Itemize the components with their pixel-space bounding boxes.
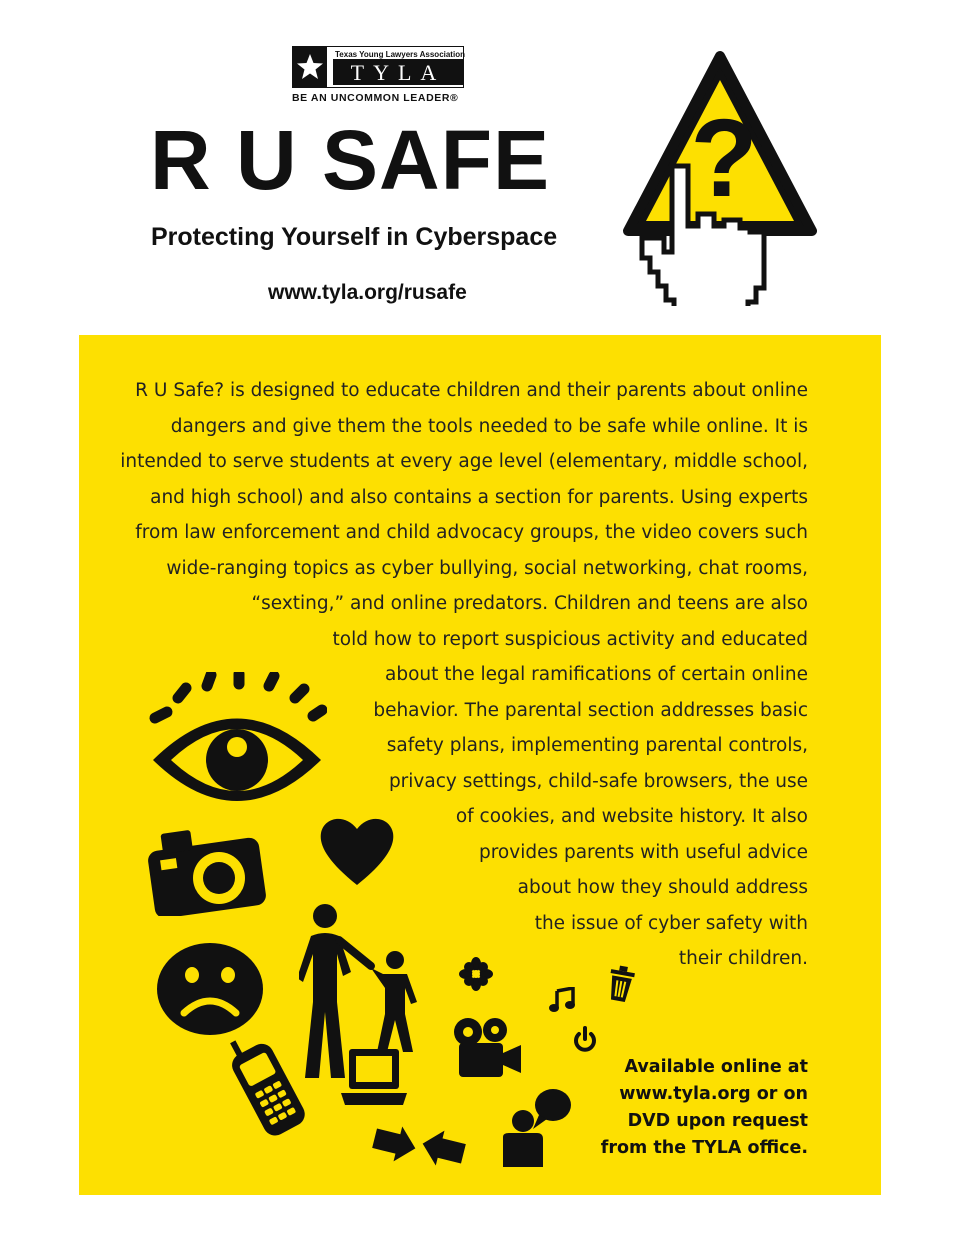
content-panel xyxy=(79,335,881,1195)
music-note-icon xyxy=(549,987,577,1013)
availability-line: DVD upon request xyxy=(627,1111,808,1131)
flower-icon xyxy=(459,957,493,991)
eye-icon xyxy=(145,672,327,804)
power-icon xyxy=(572,1026,598,1054)
cell-phone-icon xyxy=(227,1029,307,1145)
arrows-icon xyxy=(372,1121,466,1171)
sad-face-icon xyxy=(154,939,266,1039)
logo-association: Texas Young Lawyers Association xyxy=(335,50,465,59)
body-line: from law enforcement and child advocacy groups, the video covers such xyxy=(135,522,808,543)
body-line: behavior. The parental section addresses basic xyxy=(373,700,808,721)
availability-line: from the TYLA office. xyxy=(600,1138,808,1158)
body-line: told how to report suspicious activity and educated xyxy=(332,629,808,650)
page-title: R U SAFE xyxy=(150,113,551,207)
warning-triangle-icon xyxy=(620,46,820,306)
body-line: dangers and give them the tools needed to be safe while online. It is xyxy=(170,416,808,437)
body-line: about how they should address xyxy=(517,877,808,898)
availability-line: www.tyla.org or on xyxy=(619,1084,808,1104)
body-line: and high school) and also contains a section for parents. Using experts xyxy=(150,487,808,508)
body-line: “sexting,” and online predators. Children and teens are also xyxy=(251,593,808,614)
chat-person-icon xyxy=(499,1085,573,1169)
camera-icon xyxy=(147,820,267,916)
page-subtitle: Protecting Yourself in Cyberspace xyxy=(151,223,558,251)
tyla-logo xyxy=(292,46,464,104)
availability-line: Available online at xyxy=(624,1057,808,1077)
question-mark: ? xyxy=(690,97,758,220)
trash-icon xyxy=(605,961,637,1003)
body-line: of cookies, and website history. It also xyxy=(455,806,808,827)
tyla-logo-box xyxy=(292,46,464,88)
body-line: privacy settings, child-safe browsers, the use xyxy=(388,771,808,792)
body-line: wide-ranging topics as cyber bullying, social networking, chat rooms, xyxy=(166,558,808,579)
body-line: provides parents with useful advice xyxy=(478,842,808,863)
logo-tagline: BE AN UNCOMMON LEADER® xyxy=(292,92,459,104)
video-camera-icon xyxy=(451,1015,523,1081)
body-line: R U Safe? is designed to educate children and their parents about online xyxy=(135,380,808,401)
body-line: their children. xyxy=(678,948,808,969)
laptop-icon xyxy=(339,1047,409,1109)
body-line: the issue of cyber safety with xyxy=(534,913,808,934)
body-line: about the legal ramifications of certain online xyxy=(385,664,808,685)
website-url: www.tyla.org/rusafe xyxy=(268,281,467,304)
body-line: intended to serve students at every age level (elementary, middle school, xyxy=(120,451,808,472)
body-line: safety plans, implementing parental controls, xyxy=(386,735,808,756)
star-icon xyxy=(293,47,327,87)
logo-name: TYLA xyxy=(333,59,463,85)
heart-icon xyxy=(317,811,397,889)
